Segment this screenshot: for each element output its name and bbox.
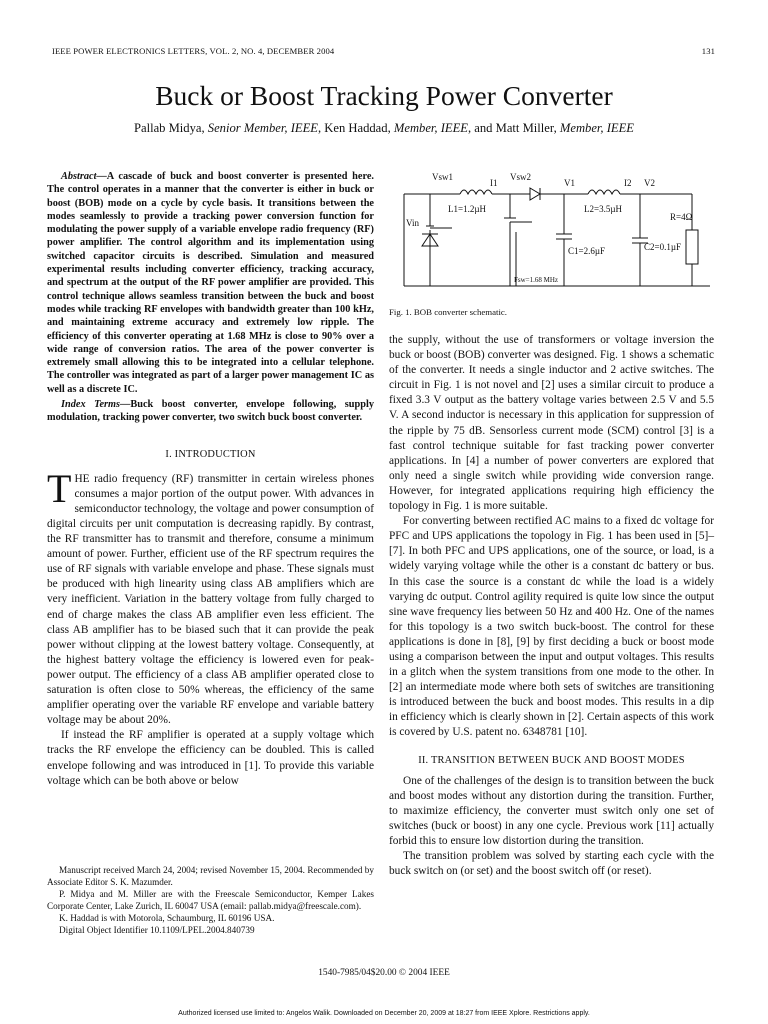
footnote-affiliation-1: P. Midya and M. Miller are with the Freescale Semiconductor, Kemper Lakes Corporate Center, Lake Zurich, IL 60047 USA (email: pallab.midya@freescale.com). — [47, 889, 374, 911]
abstract-text: A cascade of buck and boost converter is presented here. The control operates in a manner that the converter is either in buck or boost (BOB) mode on a cycle by cycle basis. It transitions between the modes seamlessly to provide a tracking power conversion function for modulating the power supply of a variable envelope radio frequency (RF) power amplifier. The control algorithm and its implementation using switched capacitor circuits is described. Simulation and measured experimental results including converter efficiency, tracking accuracy, and spectrum at the output of the RF power amplifier are provided. This control technique allows seamless transition between the buck and boost modes while tracking RF envelopes with bandwidth greater than 100 kHz, and maintaining extreme accuracy and extremely low ripple. The efficiency of this converter operating at 1.68 MHz is close to 90% over a wide range of conversion ratios. The area of the power converter is extremely small allowing this to be integrated into a cellular telephone. The controller was integrated as part of a larger power management IC as well as a discrete IC. — [47, 171, 374, 395]
label-c1: C1=2.6µF — [568, 246, 606, 256]
index-terms-text: Buck boost converter, envelope following, supply modulation, tracking power converter, two switch buck boost converter. — [47, 399, 374, 424]
license-notice: Authorized licensed use limited to: Angelos Walik. Downloaded on December 20, 2009 at 18:27 from IEEE Xplore. Restrictions apply. — [178, 1010, 590, 1017]
abstract — [47, 170, 374, 396]
footnote-affiliation-2: K. Haddad is with Motorola, Schaumburg, IL 60196 USA. — [59, 913, 275, 923]
right-paragraph-2: For converting between rectified AC mains to a fixed dc voltage for PFC and UPS applications the topology in Fig. 1 has been used in [5]–[7]. In both PFC and UPS applications, one of the source, or load, is a widely varying voltage while the other is a constant dc battery or bus. In this case the source is a constant dc while the load is a widely varying dc output. Control agility required is quite low since the output sine wave frequency lies between 50 Hz and 400 Hz. One of the names for this topology is a two switch buck-boost. The control for these applications is done in [8], [9] by first deciding a buck or boost mode using a comparison between the input and output voltages. This results in a glitch when the system transitions from one mode to the other. In [2] an intermediate mode where both sets of switches are transitioning is introduced between the buck and boost modes. This results in a dip in efficiency which is clearly shown in [2]. Certain aspects of this work is covered by U.S. patent no. 6348781 [10]. — [389, 515, 714, 739]
index-terms — [47, 398, 374, 425]
label-l1: L1=1.2µH — [448, 204, 487, 214]
sec2-paragraph-2: The transition problem was solved by starting each cycle with the buck switch on (or set) and the boost switch off (or reset). — [389, 850, 714, 878]
intro-paragraph-2: If instead the RF amplifier is operated at a supply voltage which tracks the RF envelope the efficiency can be doubled. This is called envelope following and was introduced in [1]. To provide this variable voltage which can be both above or below — [47, 729, 374, 787]
author-name: Ken Haddad — [324, 121, 388, 135]
footnote-received: Manuscript received March 24, 2004; revised November 15, 2004. Recommended by Associate Editor S. K. Mazumder. — [47, 865, 374, 887]
section-heading-transition: II. TRANSITION BETWEEN BUCK AND BOOST MODES — [418, 754, 685, 766]
copyright-line: 1540-7985/04$20.00 © 2004 IEEE — [318, 968, 450, 978]
label-vsw2: Vsw2 — [510, 172, 532, 182]
left-column — [47, 170, 374, 789]
drop-cap: T — [47, 465, 72, 511]
section-heading-introduction: I. INTRODUCTION — [165, 448, 256, 460]
intro-paragraph-1 — [47, 465, 374, 729]
abstract-label: Abstract— — [61, 171, 107, 182]
author-name: Matt Miller — [495, 121, 554, 135]
footnote-doi: Digital Object Identifier 10.1109/LPEL.2004.840739 — [59, 925, 255, 935]
label-v1: V1 — [564, 178, 575, 188]
running-header: IEEE POWER ELECTRONICS LETTERS, VOL. 2, NO. 4, DECEMBER 2004 — [52, 46, 335, 56]
author-line: Pallab Midya, Senior Member, IEEE, Ken Haddad, Member, IEEE, and Matt Miller, Member, IEEE — [133, 121, 634, 135]
label-l2: L2=3.5µH — [584, 204, 623, 214]
index-terms-label: Index Terms— — [61, 399, 131, 411]
footnotes — [47, 864, 374, 936]
label-vin: Vin — [406, 218, 419, 228]
label-vsw1: Vsw1 — [432, 172, 454, 182]
figure-caption: Fig. 1. BOB converter schematic. — [389, 307, 507, 317]
bob-converter-schematic — [392, 168, 722, 298]
label-fsw: Fsw=1.68 MHz — [514, 276, 559, 284]
right-column — [389, 333, 714, 879]
author-role: Senior Member, IEEE — [207, 121, 318, 135]
label-i1: I1 — [490, 178, 498, 188]
author-role: Member, IEEE — [559, 121, 634, 135]
sec2-paragraph-1: One of the challenges of the design is to transition between the buck and boost modes without any distortion during the transition. Further, to maximize efficiency, the converter must switch only one set of switches (buck or boost) in any one cycle. Previous work [11] actually forbid this to ensure low distortion during the transition. — [389, 774, 714, 847]
label-c2: C2=0.1µF — [644, 242, 682, 252]
label-v2: V2 — [644, 178, 655, 188]
intro-paragraph-1-text: HE radio frequency (RF) transmitter in certain wireless phones consumes a major portion of the output power. With advances in semiconductor technology, the voltage and power consumption of digital circuits per unit computation is decreasing rapidly. By contrast, the RF transmitter has to transmit and therefore, consume a minimum amount of power. Further, efficient use of the RF spectrum requires the use of RF signals with variable envelope and phase. These signals must be produced with high linearity using class AB amplifiers which are very inefficient. Variation in the battery voltage from fully charged to end of charge makes the class AB amplifier even less efficient. The class AB amplifier has to be biased such that it can provide the peak power without clipping at the lowest battery voltage. Consequently, at the highest battery voltage the efficiency is lowered even for peak-power output. The efficiency of a class AB amplifier operated close to saturation is often close to 50% whereas, the efficiency of the same amplifier operating over the variable RF envelope and variable battery voltage may be about 20%. — [47, 472, 374, 727]
paper-title: Buck or Boost Tracking Power Converter — [155, 80, 613, 111]
author-role: Member, IEEE — [393, 121, 468, 135]
author-conjunction: and — [474, 121, 493, 135]
author-name: Pallab Midya — [133, 121, 202, 135]
label-i2: I2 — [624, 178, 632, 188]
right-paragraph-1: the supply, without the use of transformers or voltage inversion the buck or boost (BOB) converter was designed. Fig. 1 shows a schematic of the converter. It needs a single inductor and 2 active switches. The circuit in Fig. 1 is not novel and [2] uses a similar circuit to produce a fixed 3.3 V output as the battery voltage varies between 2.5 V and 5.5 V. A second inductor is necessary in this application for suppression of the ripple by 75 dB. Sensorless current mode (SCM) control [3] is a fast control technique suitable for fast tracking power converter applications. In [4] a number of power converters are explored that only need a single switch while providing wide conversion range. However, for integrated applications requiring high efficiency the topology in Fig. 1 is more suitable. — [389, 334, 714, 513]
label-r: R=4Ω — [670, 212, 693, 222]
page-number: 131 — [701, 46, 715, 56]
